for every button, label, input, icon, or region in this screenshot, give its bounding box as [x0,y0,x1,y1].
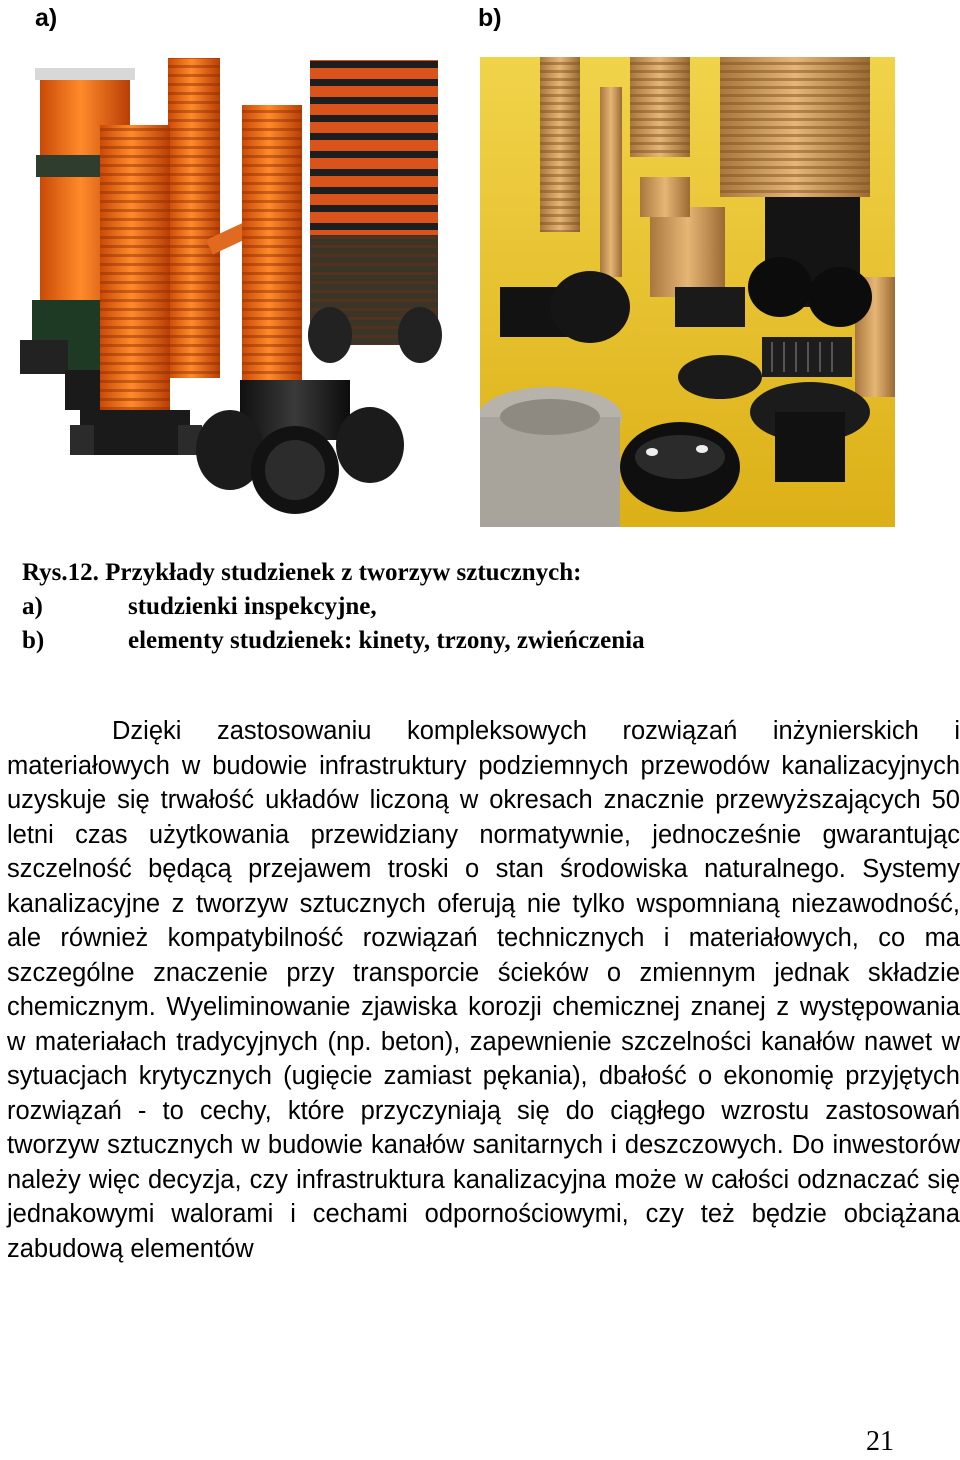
figure-caption-title: Rys.12. Przykłady studzienek z tworzyw sztucznych: [22,559,582,586]
page-number: 21 [866,1426,894,1457]
inspection-chambers-illustration [10,50,450,520]
figure-label-a: a) [35,4,58,32]
caption-item-b-marker: b) [22,627,45,654]
caption-item-a-text: studzienki inspekcyjne, [128,593,377,620]
figure-label-b: b) [478,4,502,32]
figure-a-inspection-chambers [10,50,450,520]
body-text [7,714,960,1266]
body-paragraph: Dzięki zastosowaniu kompleksowych rozwiązań inżynierskich i materiałowych w budowie infrastruktury podziemnych przewodów kanalizacyjnych uzyskuje się trwałość układów liczoną w okresach znacznie przewyższających 50 letni czas użytkowania przewidziany normatywnie, jednocześnie gwarantując szczelność będącą przejawem troski o stan środowiska naturalnego. Systemy kanalizacyjne z tworzyw sztucznych oferują nie tylko wspomnianą niezawodność, ale również kompatybilność rozwiązań technicznych i materiałowych, co ma szczególne znaczenie przy transporcie ścieków o zmiennym jednak składzie chemicznym. Wyeliminowanie zjawiska korozji chemicznej znanej z występowania w materiałach tradycyjnych (np. beton), zapewnienie szczelności kanałów nawet w sytuacjach krytycznych (ugięcie zamiast pękania), dbałość o ekonomię przyjętych rozwiązań - to cechy, które przyczyniają się do ciągłego wzrostu zastosowań tworzyw sztucznych w budowie kanałów sanitarnych i deszczowych. Do inwestorów należy więc decyzja, czy infrastruktura kanalizacyjna może w całości odznaczać się jednakowymi walorami i cechami odpornościowymi, czy też będzie obciążana zabudową elementów [7,717,960,1263]
caption-item-b-text: elementy studzienek: kinety, trzony, zwieńczenia [128,627,645,654]
caption-item-a-marker: a) [22,593,43,620]
figure-b-chamber-elements [480,57,895,527]
chamber-elements-illustration [480,57,895,527]
